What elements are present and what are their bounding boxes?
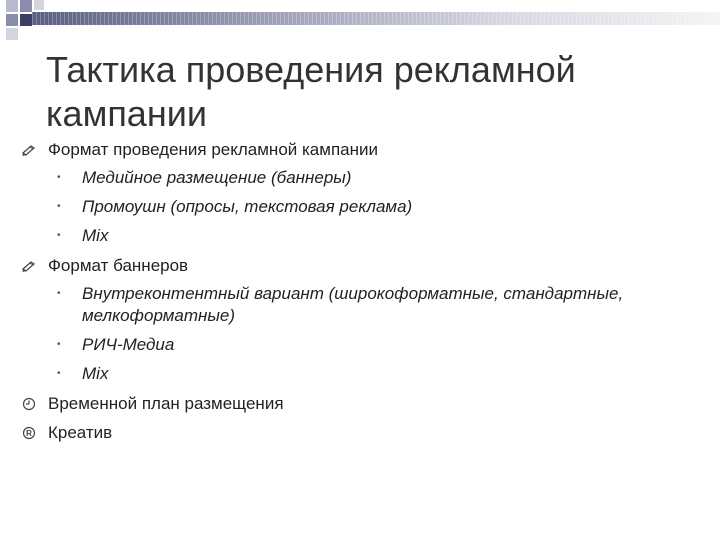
registered-icon	[22, 426, 36, 440]
sub-item-label: Mix	[82, 226, 109, 245]
sub-item	[22, 283, 702, 327]
header-square-6	[34, 0, 44, 10]
header-square-1	[6, 0, 18, 12]
sub-bullet-dot: •	[57, 172, 61, 183]
title-line-1: Тактика проведения рекламной	[46, 49, 576, 90]
sub-item-label: Mix	[82, 364, 109, 383]
sub-item-label: Медийное размещение (баннеры)	[82, 168, 352, 187]
bullet-label: Формат баннеров	[48, 256, 189, 275]
sub-item	[22, 225, 702, 247]
pen-icon	[22, 259, 36, 273]
sub-item-label: Промоушн (опросы, текстовая реклама)	[82, 197, 413, 216]
sub-bullet-dot: •	[57, 368, 61, 379]
header-square-2	[20, 0, 32, 12]
pen-icon	[22, 143, 36, 157]
slide-title	[46, 48, 686, 136]
bullet-item-banner-format	[22, 256, 702, 276]
sub-item-label: Внутреконтентный вариант (широкоформатные, стандартные, мелкоформатные)	[82, 284, 624, 325]
bullet-label: Креатив	[48, 423, 113, 442]
bullet-item-timeline	[22, 394, 702, 414]
sub-bullet-dot: •	[57, 339, 61, 350]
sub-bullet-dot: •	[57, 201, 61, 212]
header-bar-texture	[32, 12, 720, 25]
sub-item	[22, 363, 702, 385]
sub-item-label: РИЧ-Медиа	[82, 335, 175, 354]
bullet-label: Временной план размещения	[48, 394, 284, 413]
sub-item	[22, 167, 702, 189]
bullet-item-creative	[22, 423, 702, 443]
bullet-label: Формат проведения рекламной кампании	[48, 140, 378, 159]
header-square-5	[6, 28, 18, 40]
sub-item	[22, 196, 702, 218]
sub-bullet-dot: •	[57, 288, 61, 299]
header-square-4	[20, 14, 32, 26]
header-square-3	[6, 14, 18, 26]
sub-bullet-dot: •	[57, 230, 61, 241]
sub-item	[22, 334, 702, 356]
svg-text:R: R	[26, 429, 32, 438]
bullet-item-format	[22, 140, 702, 160]
clock-icon	[22, 397, 36, 411]
bullet-list	[22, 140, 702, 443]
title-line-2: кампании	[46, 93, 207, 134]
